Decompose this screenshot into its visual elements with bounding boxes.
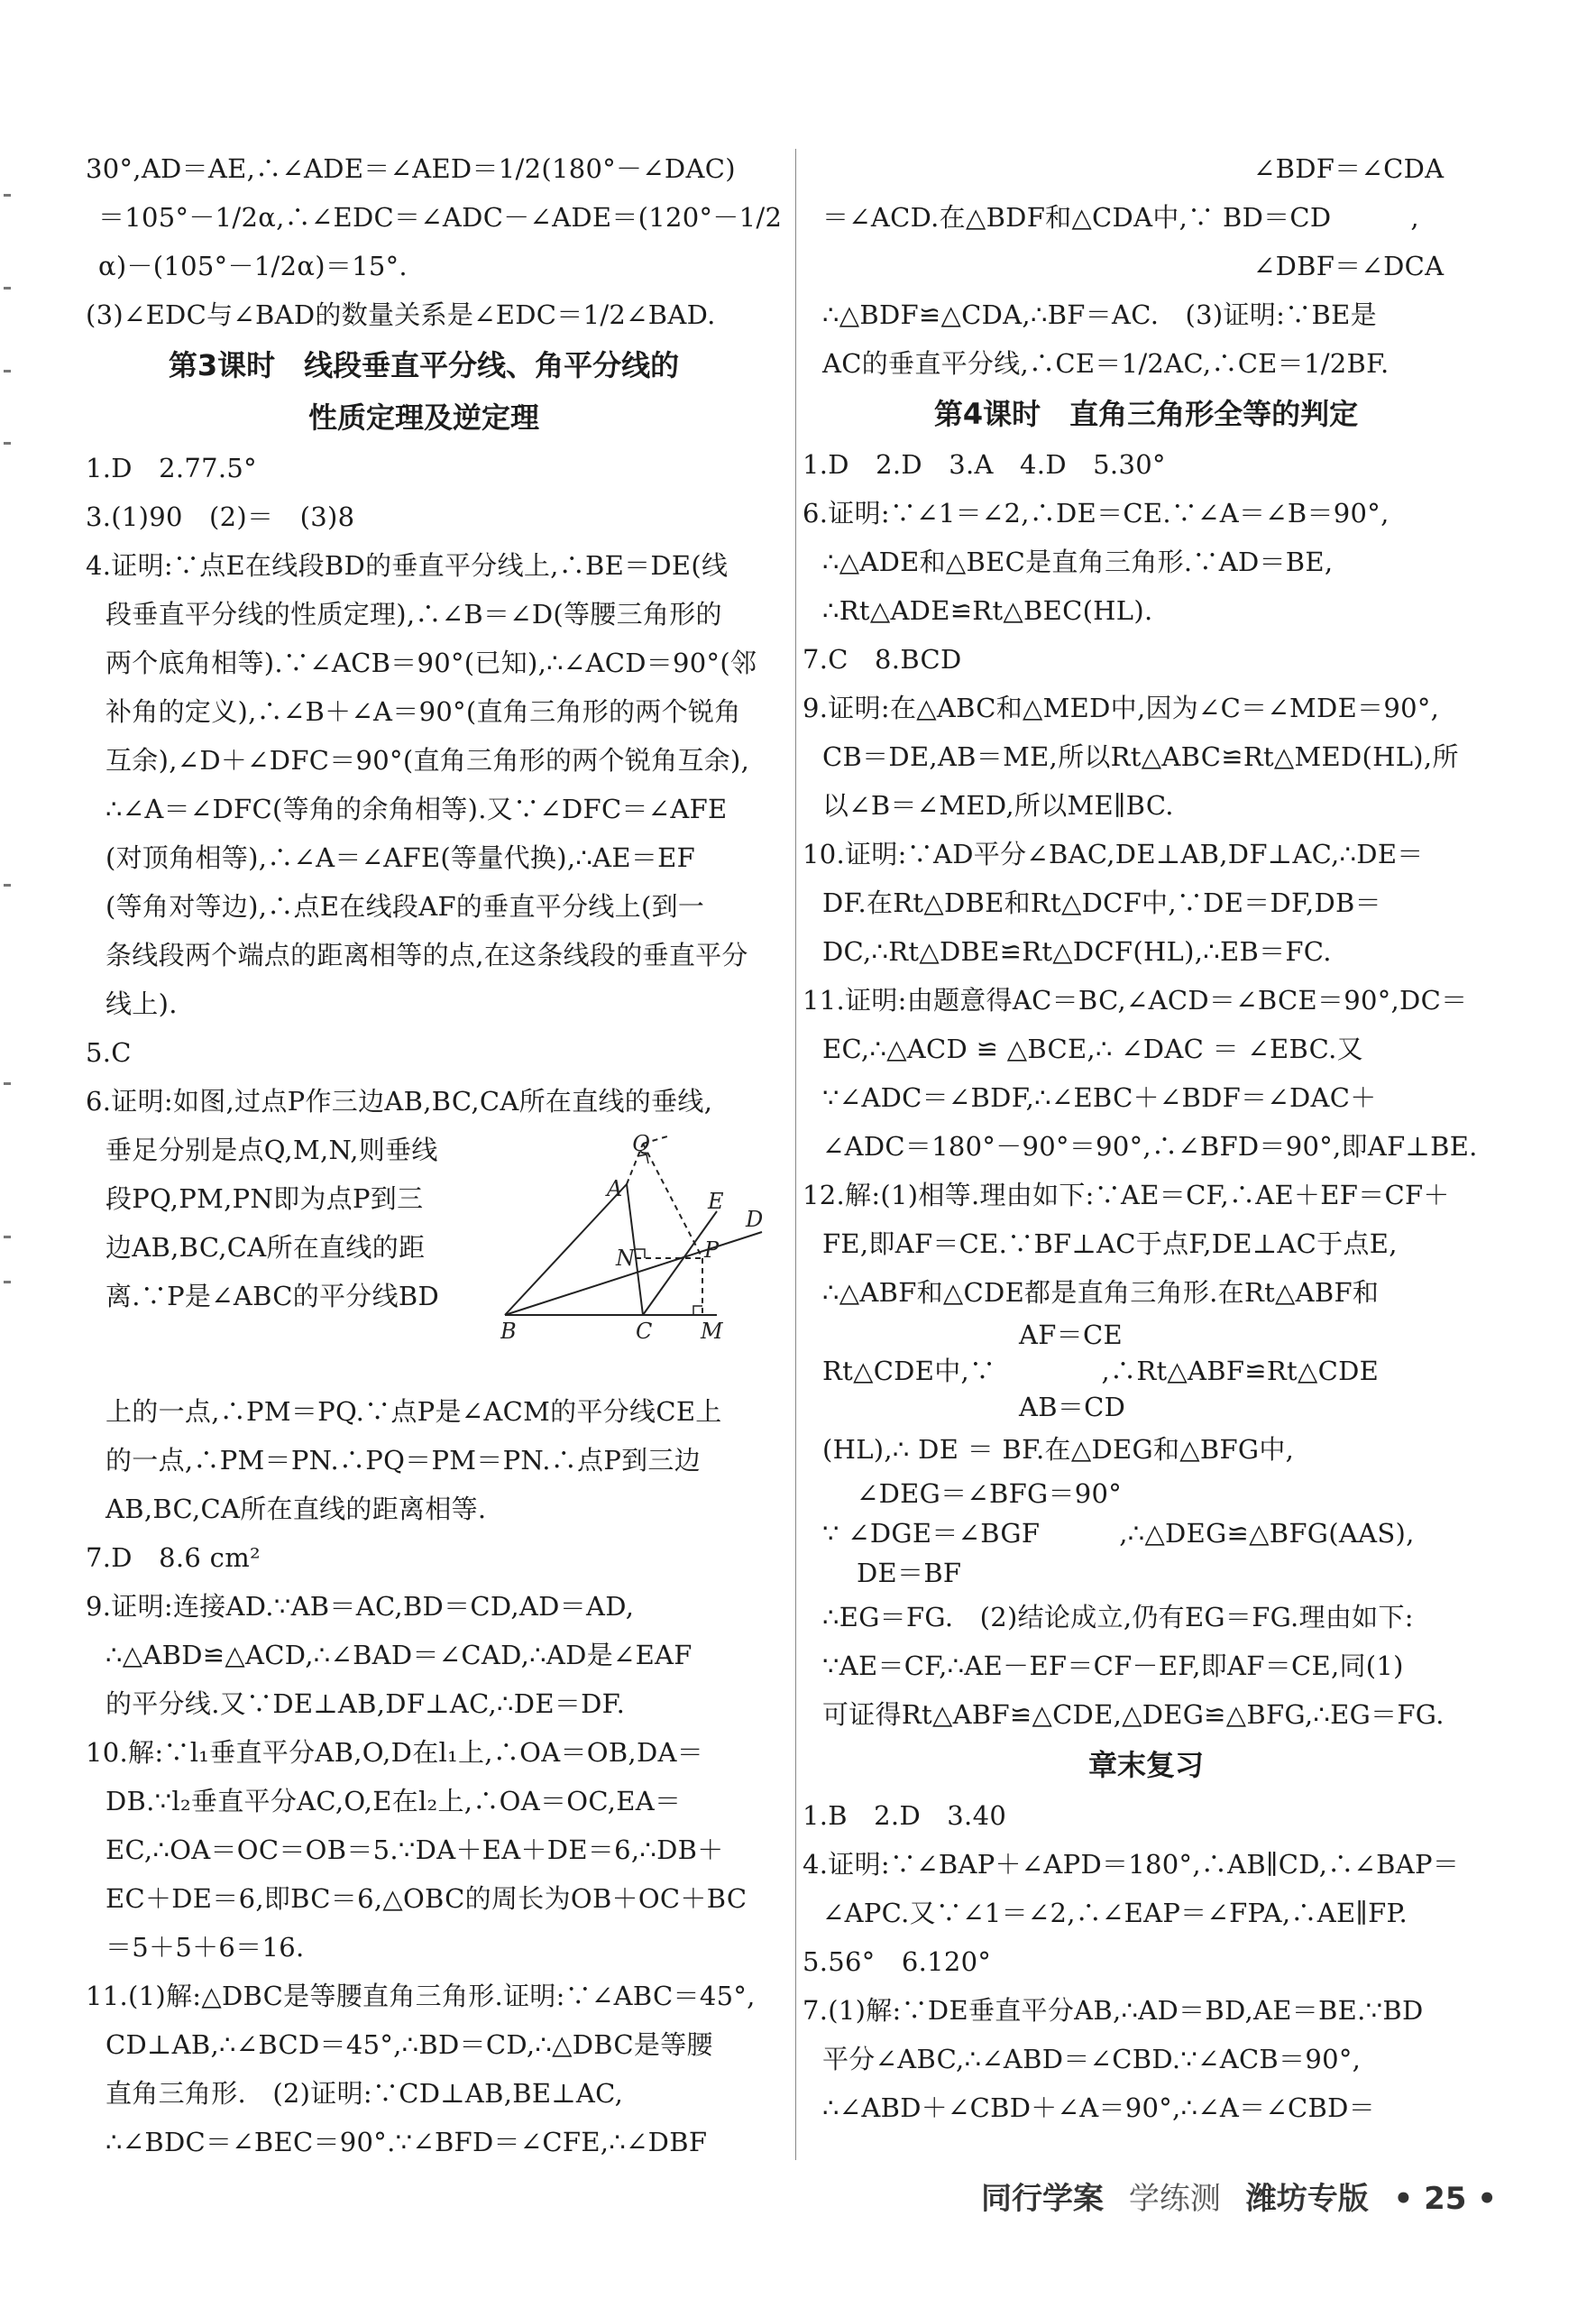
- line-CE: [643, 1211, 717, 1315]
- answer-line: 10.证明:∵AD平分∠BAC,DE⊥AB,DF⊥AC,∴DE＝: [803, 839, 1424, 869]
- text-line: 补角的定义),∴∠B＋∠A＝90°(直角三角形的两个锐角: [105, 696, 741, 727]
- brand-name: 同行学案: [981, 2181, 1105, 2217]
- section-heading: 第4课时 直角三角形全等的判定: [933, 397, 1359, 431]
- label-D: D: [746, 1207, 764, 1232]
- page-number: • 25 •: [1393, 2181, 1497, 2217]
- text-line: 直角三角形. (2)证明:∵CD⊥AB,BE⊥AC,: [105, 2078, 624, 2109]
- answer-line: 4.证明:∵∠BAP＋∠APD＝180°,∴AB∥CD,∴∠BAP＝: [803, 1849, 1460, 1880]
- text-line: DF.在Rt△DBE和Rt△DCF中,∵DE＝DF,DB＝: [822, 887, 1381, 918]
- answer-line: 11.证明:由题意得AC＝BC,∠ACD＝∠BCE＝90°,DC＝: [803, 985, 1468, 1016]
- text-line: ＝∠ACD.在△BDF和△CDA中,∵ BD＝CD ,: [822, 202, 1419, 233]
- text-line: 离.∵P是∠ABC的平分线BD: [105, 1281, 440, 1311]
- geometry-figure: [500, 1135, 771, 1342]
- text-line: 上的一点,∴PM＝PQ.∵点P是∠ACM的平分线CE上: [105, 1396, 722, 1427]
- label-M: M: [701, 1319, 723, 1342]
- text-line: ＝105°－1/2α,∴∠EDC＝∠ADC－∠ADE＝(120°－1/2: [98, 202, 783, 233]
- text-line: ＝5＋5＋6＝16.: [105, 1932, 305, 1963]
- text-line: (对顶角相等),∴∠A＝∠AFE(等量代换),∴AE＝EF: [105, 842, 696, 873]
- series-name: 学练测: [1128, 2181, 1221, 2217]
- edition-name: 潍坊专版: [1245, 2181, 1369, 2217]
- text-line: ∴EG＝FG. (2)结论成立,仍有EG＝FG.理由如下:: [822, 1602, 1414, 1632]
- text-line: 的平分线.又∵DE⊥AB,DF⊥AC,∴DE＝DF.: [105, 1688, 626, 1719]
- text-line: ∴Rt△ADE≌Rt△BEC(HL).: [822, 595, 1153, 626]
- text-line: ∴△BDF≌△CDA,∴BF＝AC. (3)证明:∵BE是: [822, 299, 1377, 330]
- page-footer: [967, 2174, 1497, 2218]
- text-line: α)－(105°－1/2α)＝15°.: [98, 251, 408, 281]
- figure-block: [86, 1126, 762, 1387]
- answer-line: 9.证明:在△ABC和△MED中,因为∠C＝∠MDE＝90°,: [803, 693, 1440, 723]
- answer-line: 1.B 2.D 3.40: [803, 1800, 1007, 1831]
- text-line: (3)∠EDC与∠BAD的数量关系是∠EDC＝1/2∠BAD.: [86, 299, 716, 330]
- text-line: EC,∴OA＝OC＝OB＝5.∵DA＋EA＋DE＝6,∴DB＋: [105, 1834, 724, 1865]
- text-line: CD⊥AB,∴∠BCD＝45°,∴BD＝CD,∴△DBC是等腰: [105, 2029, 713, 2060]
- text-line: 30°,AD＝AE,∴∠ADE＝∠AED＝1/2(180°－∠DAC): [86, 153, 736, 184]
- text-line: Rt△CDE中,∵ ,∴Rt△ABF≌Rt△CDE: [822, 1356, 1380, 1386]
- right-angle-M: [693, 1306, 702, 1315]
- text-line: DC,∴Rt△DBE≌Rt△DCF(HL),∴EB＝FC.: [822, 936, 1332, 967]
- text-line: 段垂直平分线的性质定理),∴∠B＝∠D(等腰三角形的: [105, 599, 722, 630]
- system-line: ∠DEG＝∠BFG＝90°: [857, 1478, 1123, 1509]
- text-line: 垂足分别是点Q,M,N,则垂线: [105, 1135, 438, 1165]
- answer-line: 12.解:(1)相等.理由如下:∵AE＝CF,∴AE＋EF＝CF＋: [803, 1180, 1450, 1210]
- text-line: ∴∠ABD＋∠CBD＋∠A＝90°,∴∠A＝∠CBD＝: [822, 2092, 1376, 2123]
- text-line: CB＝DE,AB＝ME,所以Rt△ABC≌Rt△MED(HL),所: [822, 741, 1459, 772]
- section-heading: 章末复习: [1087, 1748, 1204, 1782]
- binding-edge: [0, 0, 18, 2308]
- text-line: ∵AE＝CF,∴AE－EF＝CF－EF,即AF＝CE,同(1): [822, 1651, 1404, 1681]
- answer-line: 7.C 8.BCD: [803, 644, 962, 675]
- text-line: 边AB,BC,CA所在直线的距: [105, 1232, 426, 1263]
- text-line: ∴△ADE和△BEC是直角三角形.∵AD＝BE,: [822, 547, 1334, 577]
- right-column: [803, 144, 1490, 2132]
- section-heading: 第3课时 线段垂直平分线、角平分线的: [168, 348, 680, 382]
- text-line: 的一点,∴PM＝PN.∴PQ＝PM＝PN.∴点P到三边: [105, 1445, 702, 1476]
- text-line: ∠APC.又∵∠1＝∠2,∴∠EAP＝∠FPA,∴AE∥FP.: [822, 1898, 1408, 1928]
- text-line: 以∠B＝∠MED,所以ME∥BC.: [822, 790, 1174, 821]
- text-line: 段PQ,PM,PN即为点P到三: [105, 1183, 424, 1214]
- text-line: 可证得Rt△ABF≌△CDE,△DEG≌△BFG,∴EG＝FG.: [822, 1699, 1445, 1730]
- answer-line: 5.C: [86, 1037, 132, 1068]
- column-divider: [795, 149, 796, 2160]
- text-line: ∠ADC＝180°－90°＝90°,∴∠BFD＝90°,即AF⊥BE.: [822, 1131, 1478, 1162]
- text-line: FE,即AF＝CE.∵BF⊥AC于点F,DE⊥AC于点E,: [822, 1228, 1398, 1259]
- label-P: P: [704, 1237, 720, 1263]
- answer-line: 6.证明:∵∠1＝∠2,∴DE＝CE.∵∠A＝∠B＝90°,: [803, 498, 1390, 529]
- text-line: 线上).: [105, 988, 178, 1019]
- answer-line: 1.D 2.77.5°: [86, 453, 257, 483]
- answer-line: 1.D 2.D 3.A 4.D 5.30°: [803, 449, 1166, 480]
- text-line: DB.∵l₂垂直平分AC,O,E在l₂上,∴OA＝OC,EA＝: [105, 1786, 682, 1816]
- right-angle-N: [636, 1249, 645, 1258]
- text-line: ∴△ABD≌△ACD,∴∠BAD＝∠CAD,∴AD是∠EAF: [105, 1640, 693, 1670]
- system-line: DE＝BF: [857, 1558, 962, 1588]
- answer-line: 9.证明:连接AD.∵AB＝AC,BD＝CD,AD＝AD,: [86, 1591, 635, 1622]
- label-Q: Q: [632, 1135, 650, 1156]
- text-line: EC＋DE＝6,即BC＝6,△OBC的周长为OB＋OC＋BC: [105, 1883, 748, 1914]
- text-line: ∵ ∠DGE＝∠BGF ,∴△DEG≌△BFG(AAS),: [822, 1518, 1415, 1549]
- label-E: E: [708, 1189, 724, 1214]
- text-line: AB,BC,CA所在直线的距离相等.: [105, 1494, 487, 1524]
- system-line: AB＝CD: [1019, 1392, 1126, 1422]
- system-line: AF＝CE: [1019, 1320, 1123, 1350]
- answer-line: 4.证明:∵点E在线段BD的垂直平分线上,∴BE＝DE(线: [86, 550, 729, 581]
- answer-line: 10.解:∵l₁垂直平分AB,O,D在l₁上,∴OA＝OB,DA＝: [86, 1737, 704, 1768]
- text-line: ∴∠BDC＝∠BEC＝90°.∵∠BFD＝∠CFE,∴∠DBF: [105, 2127, 708, 2157]
- answer-line: 5.56° 6.120°: [803, 1946, 992, 1977]
- answer-line: 3.(1)90 (2)＝ (3)8: [86, 501, 355, 532]
- answer-line: 11.(1)解:△DBC是等腰直角三角形.证明:∵∠ABC＝45°,: [86, 1981, 756, 2011]
- text-line: AC的垂直平分线,∴CE＝1/2AC,∴CE＝1/2BF.: [822, 348, 1390, 379]
- label-C: C: [636, 1319, 653, 1342]
- text-line: 平分∠ABC,∴∠ABD＝∠CBD.∵∠ACB＝90°,: [822, 2044, 1362, 2074]
- answer-line: 7.(1)解:∵DE垂直平分AB,∴AD＝BD,AE＝BE.∵BD: [803, 1995, 1424, 2026]
- text-line: 条线段两个端点的距离相等的点,在这条线段的垂直平分: [105, 940, 748, 970]
- section-heading: 性质定理及逆定理: [307, 400, 539, 435]
- text-line: ∴△ABF和△CDE都是直角三角形.在Rt△ABF和: [822, 1277, 1380, 1308]
- text-line: ∴∠A＝∠DFC(等角的余角相等).又∵∠DFC＝∠AFE: [105, 794, 728, 824]
- system-line: ∠BDF＝∠CDA: [1253, 153, 1445, 184]
- label-N: N: [616, 1246, 635, 1271]
- text-line: EC,∴△ACD ≌ △BCE,∴ ∠DAC ＝ ∠EBC.又: [822, 1034, 1363, 1064]
- line-QP: [643, 1144, 702, 1258]
- label-A: A: [607, 1176, 623, 1201]
- text-line: 两个底角相等).∵∠ACB＝90°(已知),∴∠ACD＝90°(邻: [105, 648, 757, 678]
- text-line: 互余),∠D＋∠DFC＝90°(直角三角形的两个锐角互余),: [105, 745, 750, 776]
- text-line: (HL),∴ DE ＝ BF.在△DEG和△BFG中,: [822, 1434, 1295, 1465]
- answer-line: 6.证明:如图,过点P作三边AB,BC,CA所在直线的垂线,: [86, 1086, 713, 1117]
- text-line: ∵∠ADC＝∠BDF,∴∠EBC＋∠BDF＝∠DAC＋: [822, 1082, 1377, 1113]
- system-line: ∠DBF＝∠DCA: [1253, 251, 1445, 281]
- answer-line: 7.D 8.6 cm²: [86, 1542, 261, 1573]
- left-column: [86, 144, 783, 2166]
- text-line: (等角对等边),∴点E在线段AF的垂直平分线上(到一: [105, 891, 705, 922]
- label-B: B: [500, 1319, 517, 1342]
